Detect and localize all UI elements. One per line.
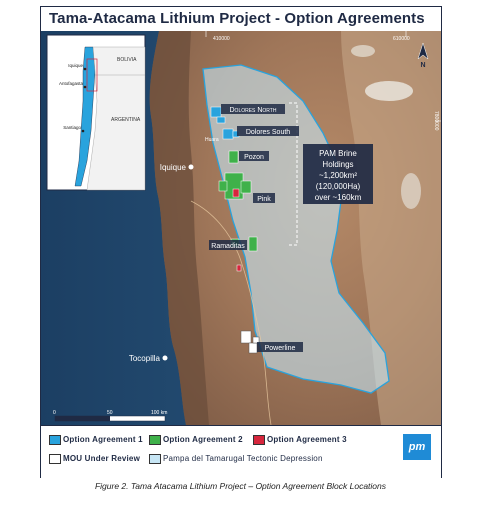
inset-santiago: Santiago (63, 125, 81, 130)
town-label-tocopilla: Tocopilla (128, 354, 160, 363)
company-logo: pm (403, 434, 431, 460)
inset-map (47, 35, 145, 190)
svg-text:50: 50 (107, 410, 113, 416)
block-option1 (217, 117, 225, 123)
salt-flat (365, 81, 413, 101)
svg-text:Ramaditas: Ramaditas (211, 243, 245, 250)
town-label-huara: Huara (205, 137, 219, 143)
holdings-box (303, 144, 373, 204)
block-mou (241, 331, 251, 343)
legend-swatch-option3 (253, 435, 265, 445)
legend-swatch-mou (49, 454, 61, 464)
grid-label: 410000 (213, 36, 230, 42)
block-option2 (241, 181, 251, 193)
label-powerline (257, 342, 303, 352)
inset-antofagasta: Antofagasta (58, 81, 83, 86)
salt-flat (401, 173, 421, 209)
legend-option2: Option Agreement 2 (163, 435, 243, 444)
svg-text:~1,200km²: ~1,200km² (318, 171, 358, 180)
block-mou (249, 343, 257, 353)
svg-text:100 km: 100 km (151, 410, 168, 416)
svg-text:Dolores South: Dolores South (245, 129, 291, 136)
salt-flat (351, 45, 375, 57)
svg-text:PAM Brine: PAM Brine (319, 149, 357, 158)
label-pink (253, 193, 275, 203)
svg-text:N: N (420, 62, 426, 69)
legend (41, 425, 441, 478)
block-option1 (211, 107, 221, 117)
legend-depression: Pampa del Tamarugal Tectonic Depression (163, 454, 323, 463)
legend-swatch-option1 (49, 435, 61, 445)
town-dot-tocopilla (163, 356, 168, 361)
map-figure (40, 6, 442, 478)
block-option1 (223, 129, 233, 139)
svg-text:Powerline: Powerline (264, 345, 296, 352)
inset-argentina: ARGENTINA (111, 117, 141, 123)
label-dolores-north (221, 104, 285, 114)
label-pozon (239, 151, 269, 161)
town-dot-iquique (189, 165, 194, 170)
grid-label: 7800000 (433, 111, 439, 131)
inset-iquique: Iquique (68, 63, 83, 68)
label-dolores-south (237, 126, 299, 136)
legend-option1: Option Agreement 1 (63, 435, 143, 444)
map-svg (41, 31, 441, 425)
legend-swatch-option2 (149, 435, 161, 445)
label-ramaditas (209, 240, 247, 250)
block-option2 (219, 181, 227, 191)
legend-swatch-depression (149, 454, 161, 464)
svg-text:0: 0 (53, 410, 56, 416)
figure-caption: Figure 2. Tama Atacama Lithium Project – Option Agreement Block Locations (94, 481, 387, 491)
block-option2 (249, 237, 257, 251)
svg-text:Pozon: Pozon (244, 154, 264, 161)
legend-mou: MOU Under Review (63, 454, 140, 463)
grid-label: 610000 (393, 36, 410, 42)
svg-text:(120,000Ha): (120,000Ha) (315, 182, 361, 191)
legend-option3: Option Agreement 3 (267, 435, 347, 444)
svg-text:over ~160km: over ~160km (314, 193, 362, 202)
map-title: Tama-Atacama Lithium Project - Option Agreements (49, 10, 425, 27)
block-option3 (237, 265, 241, 271)
svg-text:Holdings: Holdings (322, 160, 354, 169)
map-area (41, 31, 441, 425)
town-label-iquique: Iquique (159, 163, 186, 172)
title-bar (41, 7, 441, 31)
inset-bolivia: BOLIVIA (117, 57, 137, 63)
svg-text:Dolores North: Dolores North (229, 107, 277, 114)
block-option3 (233, 189, 239, 197)
svg-text:Pink: Pink (257, 196, 271, 203)
block-option2 (229, 151, 238, 163)
